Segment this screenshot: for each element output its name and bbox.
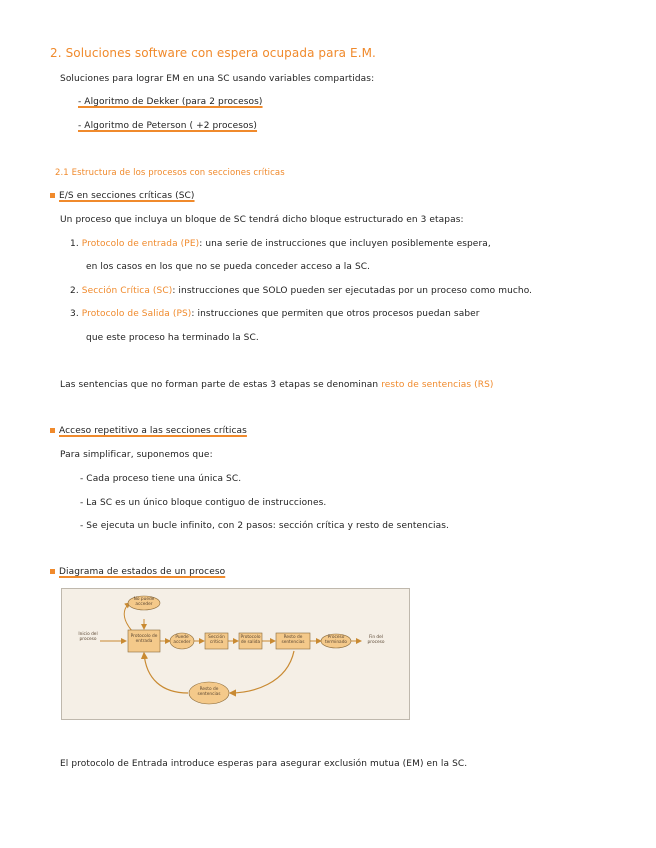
diagram-heading [50, 567, 225, 577]
step-term: Protocolo de Salida (PS) [81, 309, 192, 319]
step-1-cont: en los casos en los que no se pueda conceder acceso a la SC. [86, 262, 371, 272]
algorithm-item-dekker: - Algoritmo de Dekker (para 2 procesos) [78, 97, 263, 107]
state-diagram [61, 588, 410, 720]
state-diagram-graphic [62, 589, 409, 719]
label-sc: Sección crítica [208, 635, 225, 645]
label-accede: Puede acceder [173, 635, 191, 645]
label-rest: Resto de sentencias [197, 687, 221, 697]
intro-text: Soluciones para lograr EM en una SC usando variables compartidas: [60, 74, 375, 84]
rest-sentence-text: Las sentencias que no forman parte de estas 3 etapas se denominan [60, 380, 382, 390]
label-blocked: No puede acceder [133, 597, 155, 607]
rest-term: resto de sentencias (RS) [381, 380, 494, 390]
arrow-rs-rest [230, 651, 294, 693]
step-number: 2. [70, 286, 79, 296]
access-heading-label: Acceso repetitivo a las secciones críticas [59, 426, 247, 436]
assumption-item: - Cada proceso tiene una única SC. [80, 474, 242, 484]
bullet-icon [50, 193, 55, 198]
label-ps: Protocolo de salida [240, 635, 261, 645]
step-term: Protocolo de entrada (PE) [81, 239, 200, 249]
step-number: 1. [70, 239, 79, 249]
simplify-intro: Para simplificar, suponemos que: [60, 450, 213, 460]
step-1 [70, 239, 491, 249]
step-3-cont: que este proceso ha terminado la SC. [86, 333, 259, 343]
access-heading [50, 426, 247, 436]
step-3 [70, 309, 480, 319]
step-2 [70, 286, 532, 296]
step-number: 3. [70, 309, 79, 319]
assumption-item: - Se ejecuta un bucle infinito, con 2 pasos: sección crítica y resto de sentencias. [80, 521, 449, 531]
label-end: Fin del proceso [367, 635, 385, 645]
section-title: 2. Soluciones software con espera ocupada para E.M. [50, 46, 376, 60]
bullet-icon [50, 428, 55, 433]
algorithm-item-peterson: - Algoritmo de Peterson ( +2 procesos) [78, 121, 258, 131]
label-rs: Resto de sentencias [281, 635, 305, 645]
es-heading-label: E/S en secciones críticas (SC) [59, 191, 195, 201]
final-sentence: El protocolo de Entrada introduce esperas para asegurar exclusión mutua (EM) en la SC. [60, 759, 468, 769]
es-heading [50, 191, 195, 201]
diagram-heading-label: Diagrama de estados de un proceso [59, 567, 226, 577]
step-text: : una serie de instrucciones que incluyen posiblemente espera, [199, 239, 491, 249]
label-fin-prep: Proceso terminado [324, 635, 348, 645]
step-text: : instrucciones que permiten que otros procesos puedan saber [191, 309, 480, 319]
rest-sentence [60, 380, 494, 390]
step-term: Sección Crítica (SC) [81, 286, 173, 296]
assumption-item: - La SC es un único bloque contiguo de instrucciones. [80, 498, 327, 508]
subsection-title: 2.1 Estructura de los procesos con secciones críticas [55, 168, 285, 178]
structure-intro: Un proceso que incluya un bloque de SC tendrá dicho bloque estructurado en 3 etapas: [60, 215, 464, 225]
label-start: Inicio del proceso [78, 632, 98, 642]
label-pe: Protocolo de entrada [130, 634, 158, 644]
bullet-icon [50, 569, 55, 574]
step-text: : instrucciones que SOLO pueden ser ejecutadas por un proceso como mucho. [172, 286, 533, 296]
arrow-rest-pe [144, 653, 188, 693]
